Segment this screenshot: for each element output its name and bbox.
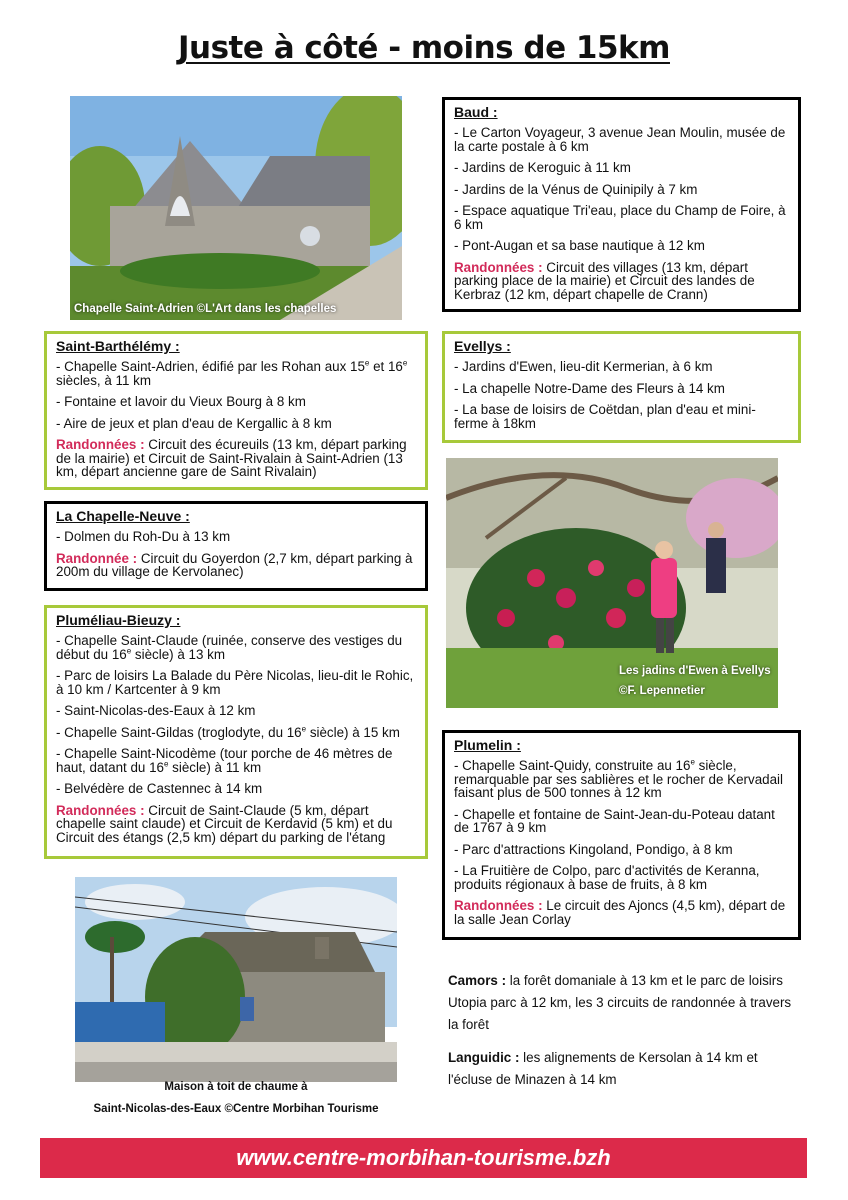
list-item: - Chapelle Saint-Claude (ruinée, conserve des vestiges du début du 16e siècle) à 13 km <box>56 633 403 662</box>
list-item: - Chapelle Saint-Adrien, édifié par les Rohan aux 15e et 16e siècles, à 11 km <box>56 358 408 388</box>
list-item: - La chapelle Notre-Dame des Fleurs à 14 km <box>454 380 725 396</box>
list-item: - Chapelle Saint-Nicodème (tour porche de 46 mètres de haut, datant du 16e siècle) à 11 km <box>56 746 393 775</box>
rando-label: Randonnées : <box>454 898 543 913</box>
baud-title: Baud : <box>454 104 498 120</box>
plumeliau-bieuzy-section <box>44 605 428 859</box>
plumelin-title: Plumelin : <box>454 737 521 753</box>
list-item: - Le Carton Voyageur, 3 avenue Jean Moulin, musée de la carte postale à 6 km <box>454 125 786 154</box>
rando-item: Randonnées : Circuit de Saint-Claude (5 km, départ chapelle saint claude) et Circuit de Kerdavid (5 km) et du Circuit des étangs (2,5 km) départ du parking de l'étang <box>56 802 393 845</box>
list-item: - Jardins de la Vénus de Quinipily à 7 km <box>454 181 698 197</box>
list-item: - Belvédère de Castennec à 14 km <box>56 781 263 796</box>
jardins-photo-caption-2: ©F. Lepennetier <box>619 685 705 697</box>
rando-item: Randonnées : Circuit des écureuils (13 km, départ parking de la mairie) et Circuit de Saint-Rivalain à Saint-Adrien (13 km, départ ancienne gare de Saint Rivalain) <box>56 437 407 479</box>
list-item: - Dolmen du Roh-Du à 13 km <box>56 529 231 544</box>
list-item: - Fontaine et lavoir du Vieux Bourg à 8 km <box>56 394 306 409</box>
maison-chaume-photo <box>75 877 397 1121</box>
jardins-photo-caption-1: Les jadins d'Ewen à Evellys <box>619 665 771 677</box>
rando-label: Randonnées : <box>454 259 543 275</box>
rando-item: Randonnées : Circuit des villages (13 km, départ parking place de la mairie) et Circuit des landes de Kerbraz (12 km, départ chapelle de Crann) <box>454 259 755 302</box>
list-item: - Jardins de Keroguic à 11 km <box>454 160 631 175</box>
chapelle-neuve-section <box>44 501 428 591</box>
list-item: - Parc de loisirs La Balade du Père Nicolas, lieu-dit le Rohic, à 10 km / Kartcenter à 9 km <box>56 668 414 697</box>
baud-section <box>442 97 801 312</box>
list-item: - Saint-Nicolas-des-Eaux à 12 km <box>56 703 256 718</box>
list-item: - La Fruitière de Colpo, parc d'activités de Keranna, produits régionaux à base de fruits, à 8 km <box>454 863 760 892</box>
list-item: - Chapelle et fontaine de Saint-Jean-du-Poteau datant de 1767 à 9 km <box>454 806 775 835</box>
rando-item: Randonnée : Circuit du Goyerdon (2,7 km, départ parking à 200m du village de Kervolanec) <box>56 550 413 579</box>
chapelle-photo-caption: Chapelle Saint-Adrien ©L'Art dans les chapelles <box>74 303 337 315</box>
list-item: - La base de loisirs de Coëtdan, plan d'eau et mini-ferme à 18km <box>454 402 756 431</box>
plumeliau-bieuzy-title: Pluméliau-Bieuzy : <box>56 612 181 628</box>
list-item: - Chapelle Saint-Gildas (troglodyte, du 16e siècle) à 15 km <box>56 724 400 740</box>
camors-text: Camors : la forêt domaniale à 13 km et le parc de loisirs Utopia parc à 12 km, les 3 circuits de randonnée à travers la forêt <box>448 973 792 1032</box>
rando-item: Randonnées : Le circuit des Ajoncs (4,5 km), départ de la salle Jean Corlay <box>454 898 786 927</box>
evellys-section <box>442 331 801 443</box>
saint-barthelemy-title: Saint-Barthélémy : <box>56 338 180 354</box>
list-item: - Jardins d'Ewen, lieu-dit Kermerian, à 6 km <box>454 359 713 374</box>
languidic-label: Languidic : <box>448 1050 520 1065</box>
footer-url-link[interactable]: www.centre-morbihan-tourisme.bzh <box>236 1145 611 1170</box>
chapelle-saint-adrien-photo <box>70 96 402 320</box>
list-item: - Aire de jeux et plan d'eau de Kergallic à 8 km <box>56 415 332 431</box>
evellys-title: Evellys : <box>454 338 511 354</box>
camors-label: Camors : <box>448 973 507 988</box>
maison-photo-caption-2: Saint-Nicolas-des-Eaux ©Centre Morbihan Tourisme <box>93 1103 379 1115</box>
list-item: - Parc d'attractions Kingoland, Pondigo, à 8 km <box>454 841 733 857</box>
chapelle-neuve-title: La Chapelle-Neuve : <box>56 508 190 524</box>
maison-photo-caption-1: Maison à toit de chaume à <box>164 1081 308 1093</box>
saint-barthelemy-section <box>44 331 428 490</box>
rando-label: Randonnées : <box>56 437 145 452</box>
page-title: Juste à côté - moins de 15km <box>178 30 670 66</box>
list-item: - Pont-Augan et sa base nautique à 12 km <box>454 238 705 253</box>
jardins-ewen-photo <box>446 458 778 708</box>
list-item: - Espace aquatique Tri'eau, place du Champ de Foire, à 6 km <box>454 203 786 232</box>
list-item: - Chapelle Saint-Quidy, construite au 16e siècle, remarquable par ses sablières et le rocher de Kervadail faisant plus de 500 tonnes à 12 km <box>454 757 783 800</box>
rando-label: Randonnée : <box>56 550 138 566</box>
rando-label: Randonnées : <box>56 802 145 818</box>
plumelin-section <box>442 730 801 940</box>
languidic-text: Languidic : les alignements de Kersolan à 14 km et l'écluse de Minazen à 14 km <box>448 1050 758 1087</box>
footer-url-banner[interactable] <box>40 1138 807 1178</box>
